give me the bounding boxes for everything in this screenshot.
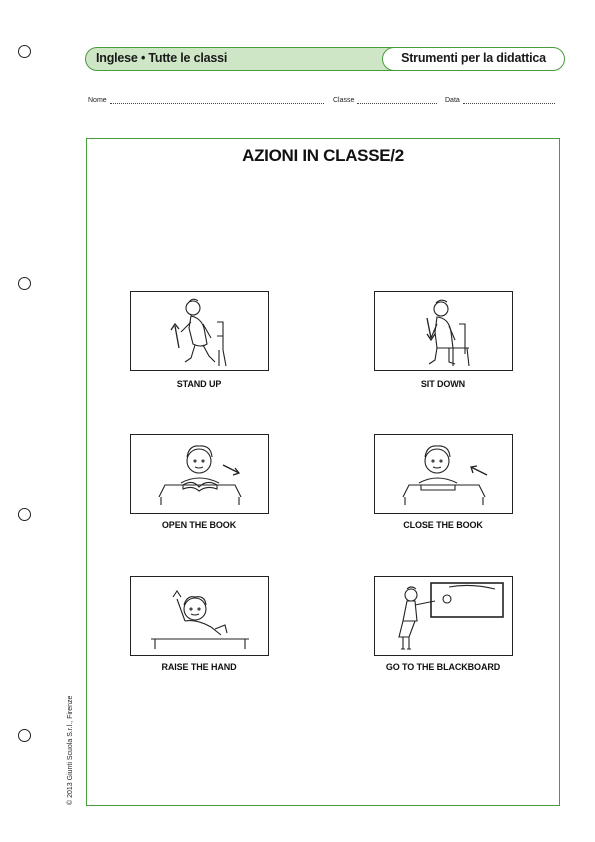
- sit-down-illustration-icon: [374, 291, 513, 371]
- page-title: AZIONI IN CLASSE/2: [242, 146, 404, 165]
- binder-hole-2: [18, 277, 31, 290]
- header-bar: [85, 47, 565, 71]
- open-book-illustration-icon: [130, 434, 269, 514]
- header-section: Strumenti per la didattica: [382, 47, 565, 71]
- binder-hole-4: [18, 729, 31, 742]
- date-label: Data: [445, 97, 460, 104]
- date-field[interactable]: [445, 97, 555, 104]
- caption-sit-down: SIT DOWN: [420, 379, 466, 389]
- date-line: [463, 97, 555, 104]
- class-label: Classe: [333, 97, 355, 104]
- student-fields: [88, 97, 562, 109]
- name-line: [110, 97, 324, 104]
- stand-up-illustration-icon: [130, 291, 269, 371]
- caption-close-book: CLOSE THE BOOK: [403, 520, 483, 530]
- class-field[interactable]: [333, 97, 437, 104]
- caption-go-to-blackboard: GO TO THE BLACKBOARD: [385, 662, 501, 672]
- caption-raise-hand: RAISE THE HAND: [161, 662, 237, 672]
- class-line: [357, 97, 437, 104]
- raise-hand-illustration-icon: [130, 576, 269, 656]
- name-field[interactable]: [88, 97, 324, 104]
- copyright-text: © 2013 Giunti Scuola S.r.l., Firenze: [67, 695, 74, 805]
- binder-hole-3: [18, 508, 31, 521]
- name-label: Nome: [88, 97, 107, 104]
- caption-open-book: OPEN THE BOOK: [161, 520, 237, 530]
- blackboard-illustration-icon: [374, 576, 513, 656]
- binder-hole-1: [18, 45, 31, 58]
- header-subject: Inglese • Tutte le classi: [96, 51, 228, 65]
- caption-stand-up: STAND UP: [176, 379, 222, 389]
- close-book-illustration-icon: [374, 434, 513, 514]
